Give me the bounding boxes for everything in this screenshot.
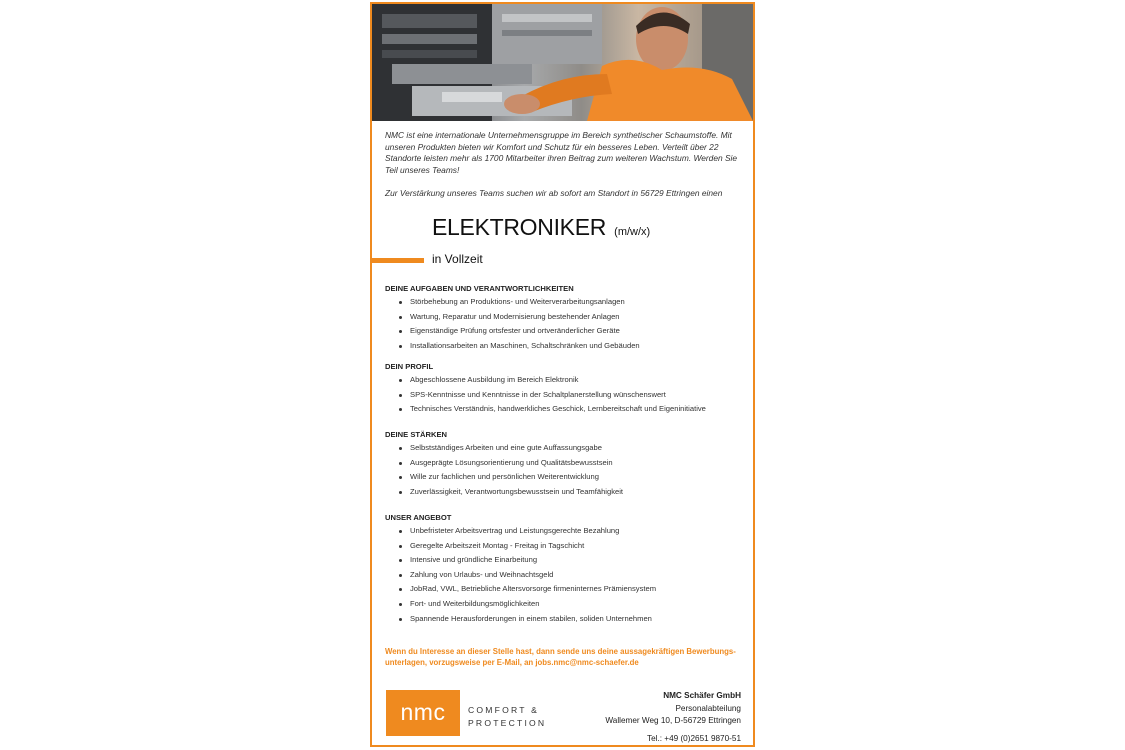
list-item: Zuverlässigkeit, Verantwortungsbewusstsein und Teamfähigkeit: [399, 485, 623, 500]
hero-photo: [372, 4, 753, 121]
job-title: [432, 214, 650, 241]
section-heading-profile: DEIN PROFIL: [385, 362, 434, 371]
profile-list: [399, 373, 706, 417]
list-item: Wartung, Reparatur und Modernisierung bestehender Anlagen: [399, 310, 640, 325]
address: Wallemer Weg 10, D-56729 Ettringen: [605, 716, 741, 725]
list-item: Störbehebung an Produktions- und Weiterverarbeitungsanlagen: [399, 295, 640, 310]
nmc-logo: nmc: [386, 690, 460, 736]
job-advertisement: [370, 2, 755, 747]
list-item: Zahlung von Urlaubs- und Weihnachtsgeld: [399, 568, 656, 583]
list-item: Spannende Herausforderungen in einem stabilen, soliden Unternehmen: [399, 612, 656, 627]
search-statement: Zur Verstärkung unseres Teams suchen wir ab sofort am Standort in 56729 Ettringen einen: [385, 188, 723, 198]
phone-number: Tel.: +49 (0)2651 9870-51: [647, 733, 741, 743]
application-call-to-action: Wenn du Interesse an dieser Stelle hast, dann sende uns deine aussagekräftigen Bewerbungs-unterlagen, vorzugsweise per E-Mail, an jobs.nmc@nmc-schaefer.de: [385, 647, 736, 667]
job-title-gender-suffix: (m/w/x): [614, 226, 651, 238]
job-subtitle: in Vollzeit: [432, 252, 483, 266]
tagline-line-2: PROTECTION: [468, 718, 547, 728]
section-heading-tasks: DEINE AUFGABEN UND VERANTWORTLICHKEITEN: [385, 284, 574, 293]
tagline-line-1: COMFORT &: [468, 705, 540, 715]
department: Personalabteilung: [675, 703, 741, 713]
offer-list: [399, 524, 656, 626]
list-item: JobRad, VWL, Betriebliche Altersvorsorge firmeninternes Prämiensystem: [399, 582, 656, 597]
section-heading-offer: UNSER ANGEBOT: [385, 513, 452, 522]
technician-photo-illustration: [372, 4, 753, 121]
list-item: Fort- und Weiterbildungsmöglichkeiten: [399, 597, 656, 612]
list-item: Ausgeprägte Lösungsorientierung und Qualitätsbewusstsein: [399, 456, 623, 471]
list-item: Unbefristeter Arbeitsvertrag und Leistungsgerechte Bezahlung: [399, 524, 656, 539]
list-item: Technisches Verständnis, handwerkliches Geschick, Lernbereitschaft und Eigeninitiative: [399, 402, 706, 417]
list-item: Intensive und gründliche Einarbeitung: [399, 553, 656, 568]
list-item: Wille zur fachlichen und persönlichen Weiterentwicklung: [399, 470, 623, 485]
accent-rule: [372, 258, 424, 263]
list-item: Installationsarbeiten an Maschinen, Schaltschränken und Gebäuden: [399, 339, 640, 354]
list-item: Selbstständiges Arbeiten und eine gute Auffassungsgabe: [399, 441, 623, 456]
logo-tagline: [468, 704, 546, 730]
list-item: Geregelte Arbeitszeit Montag - Freitag in Tagschicht: [399, 539, 656, 554]
company-name: NMC Schäfer GmbH: [663, 691, 741, 700]
contact-block: [605, 690, 741, 745]
job-title-text: ELEKTRONIKER: [432, 214, 607, 240]
list-item: Eigenständige Prüfung ortsfester und ortveränderlicher Geräte: [399, 324, 640, 339]
list-item: SPS-Kenntnisse und Kenntnisse in der Schaltplanerstellung wünschenswert: [399, 388, 706, 403]
section-heading-strengths: DEINE STÄRKEN: [385, 430, 448, 439]
company-intro: NMC ist eine internationale Unternehmensgruppe im Bereich synthetischer Schaumstoffe. Mit unseren Produkten bieten wir Komfort und Schutz für ein besseres Leben. Verteilt über 22 Standorte leisten mehr als 1700 Mitarbeiter ihren Beitrag zum weiteren Wachstum. Werden Sie Teil unseres Teams!: [385, 130, 738, 175]
strengths-list: [399, 441, 623, 499]
tasks-list: [399, 295, 640, 353]
list-item: Abgeschlossene Ausbildung im Bereich Elektronik: [399, 373, 706, 388]
